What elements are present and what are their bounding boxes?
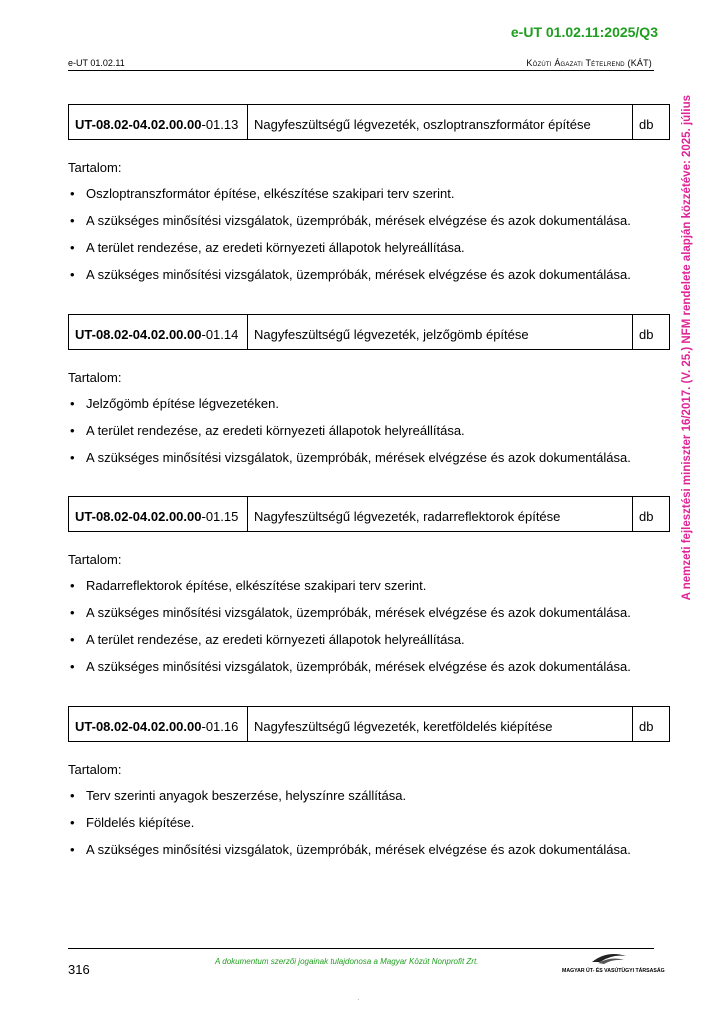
list-item: • Jelzőgömb építése légvezetéken. bbox=[68, 396, 670, 423]
content-label: Tartalom: bbox=[68, 370, 122, 385]
content-label: Tartalom: bbox=[68, 160, 122, 175]
list-item: • A szükséges minősítési vizsgálatok, üzempróbák, mérések elvégzése és azok dokumentálása. bbox=[68, 605, 670, 632]
list-item: • A terület rendezése, az eredeti környezeti állapotok helyreállítása. bbox=[68, 240, 670, 267]
item-code-bold: UT-08.02-04.02.00.00 bbox=[75, 508, 202, 524]
content-label: Tartalom: bbox=[68, 552, 122, 567]
list-item: • Földelés kiépítése. bbox=[68, 815, 670, 842]
content-list bbox=[68, 396, 670, 477]
list-item: • Oszloptranszformátor építése, elkészítése szakipari terv szerint. bbox=[68, 186, 670, 213]
item-code-bold: UT-08.02-04.02.00.00 bbox=[75, 116, 202, 132]
item-code-suffix: -01.16 bbox=[201, 718, 239, 734]
list-item: • Terv szerinti anyagok beszerzése, helyszínre szállítása. bbox=[68, 788, 670, 815]
item-unit-cell: db bbox=[633, 105, 670, 140]
list-item: • A szükséges minősítési vizsgálatok, üzempróbák, mérések elvégzése és azok dokumentálása. bbox=[68, 213, 670, 240]
content-list bbox=[68, 788, 670, 869]
item-header-table bbox=[68, 706, 670, 742]
header-right-title: Közúti Ágazati Tételrend (KÁT) bbox=[526, 58, 652, 68]
item-section bbox=[68, 496, 670, 686]
item-code-bold: UT-08.02-04.02.00.00 bbox=[75, 718, 202, 734]
list-item: • A szükséges minősítési vizsgálatok, üzempróbák, mérések elvégzése és azok dokumentálása. bbox=[68, 267, 670, 294]
item-code-cell bbox=[69, 707, 248, 742]
item-section bbox=[68, 314, 670, 477]
page-number: 316 bbox=[68, 962, 90, 977]
content-label: Tartalom: bbox=[68, 762, 122, 777]
item-code-suffix: -01.14 bbox=[201, 326, 239, 342]
header-left-code: e-UT 01.02.11 bbox=[68, 58, 125, 68]
item-title-cell: Nagyfeszültségű légvezeték, oszloptranszformátor építése bbox=[248, 105, 633, 140]
list-item: • A szükséges minősítési vizsgálatok, üzempróbák, mérések elvégzése és azok dokumentálása. bbox=[68, 842, 670, 869]
item-header-table bbox=[68, 496, 670, 532]
item-section bbox=[68, 706, 670, 869]
list-item: • A terület rendezése, az eredeti környezeti állapotok helyreállítása. bbox=[68, 632, 670, 659]
logo-text: MAGYAR ÚT- ÉS VASÚTÜGYI TÁRSASÁG bbox=[562, 968, 665, 974]
company-logo bbox=[562, 948, 665, 974]
item-code-suffix: -01.13 bbox=[201, 116, 239, 132]
list-item: • A szükséges minősítési vizsgálatok, üzempróbák, mérések elvégzése és azok dokumentálása. bbox=[68, 659, 670, 686]
logo-swoosh-icon bbox=[562, 948, 656, 968]
header-divider bbox=[68, 70, 654, 71]
item-unit-cell: db bbox=[633, 497, 670, 532]
item-code-cell bbox=[69, 497, 248, 532]
item-unit-cell: db bbox=[633, 707, 670, 742]
item-code-cell bbox=[69, 315, 248, 350]
item-title-cell: Nagyfeszültségű légvezeték, keretföldelés kiépítése bbox=[248, 707, 633, 742]
copyright-notice: A dokumentum szerzői jogainak tulajdonosa a Magyar Közút Nonprofit Zrt. bbox=[215, 957, 479, 966]
side-publication-note: A nemzeti fejlesztési miniszter 16/2017. (V. 25.) NFM rendelete alapján közzétéve: 2025. július bbox=[681, 95, 693, 601]
list-item: • A szükséges minősítési vizsgálatok, üzempróbák, mérések elvégzése és azok dokumentálása. bbox=[68, 450, 670, 477]
item-section bbox=[68, 104, 670, 294]
page-mark: · bbox=[357, 995, 360, 1004]
item-code-cell bbox=[69, 105, 248, 140]
item-title-cell: Nagyfeszültségű légvezeték, radarreflektorok építése bbox=[248, 497, 633, 532]
document-code: e-UT 01.02.11:2025/Q3 bbox=[510, 24, 658, 40]
item-header-table bbox=[68, 104, 670, 140]
item-code-suffix: -01.15 bbox=[201, 508, 239, 524]
item-code-bold: UT-08.02-04.02.00.00 bbox=[75, 326, 202, 342]
item-header-table bbox=[68, 314, 670, 350]
item-unit-cell: db bbox=[633, 315, 670, 350]
content-list bbox=[68, 186, 670, 294]
list-item: • Radarreflektorok építése, elkészítése szakipari terv szerint. bbox=[68, 578, 670, 605]
item-title-cell: Nagyfeszültségű légvezeték, jelzőgömb építése bbox=[248, 315, 633, 350]
content-list bbox=[68, 578, 670, 686]
list-item: • A terület rendezése, az eredeti környezeti állapotok helyreállítása. bbox=[68, 423, 670, 450]
